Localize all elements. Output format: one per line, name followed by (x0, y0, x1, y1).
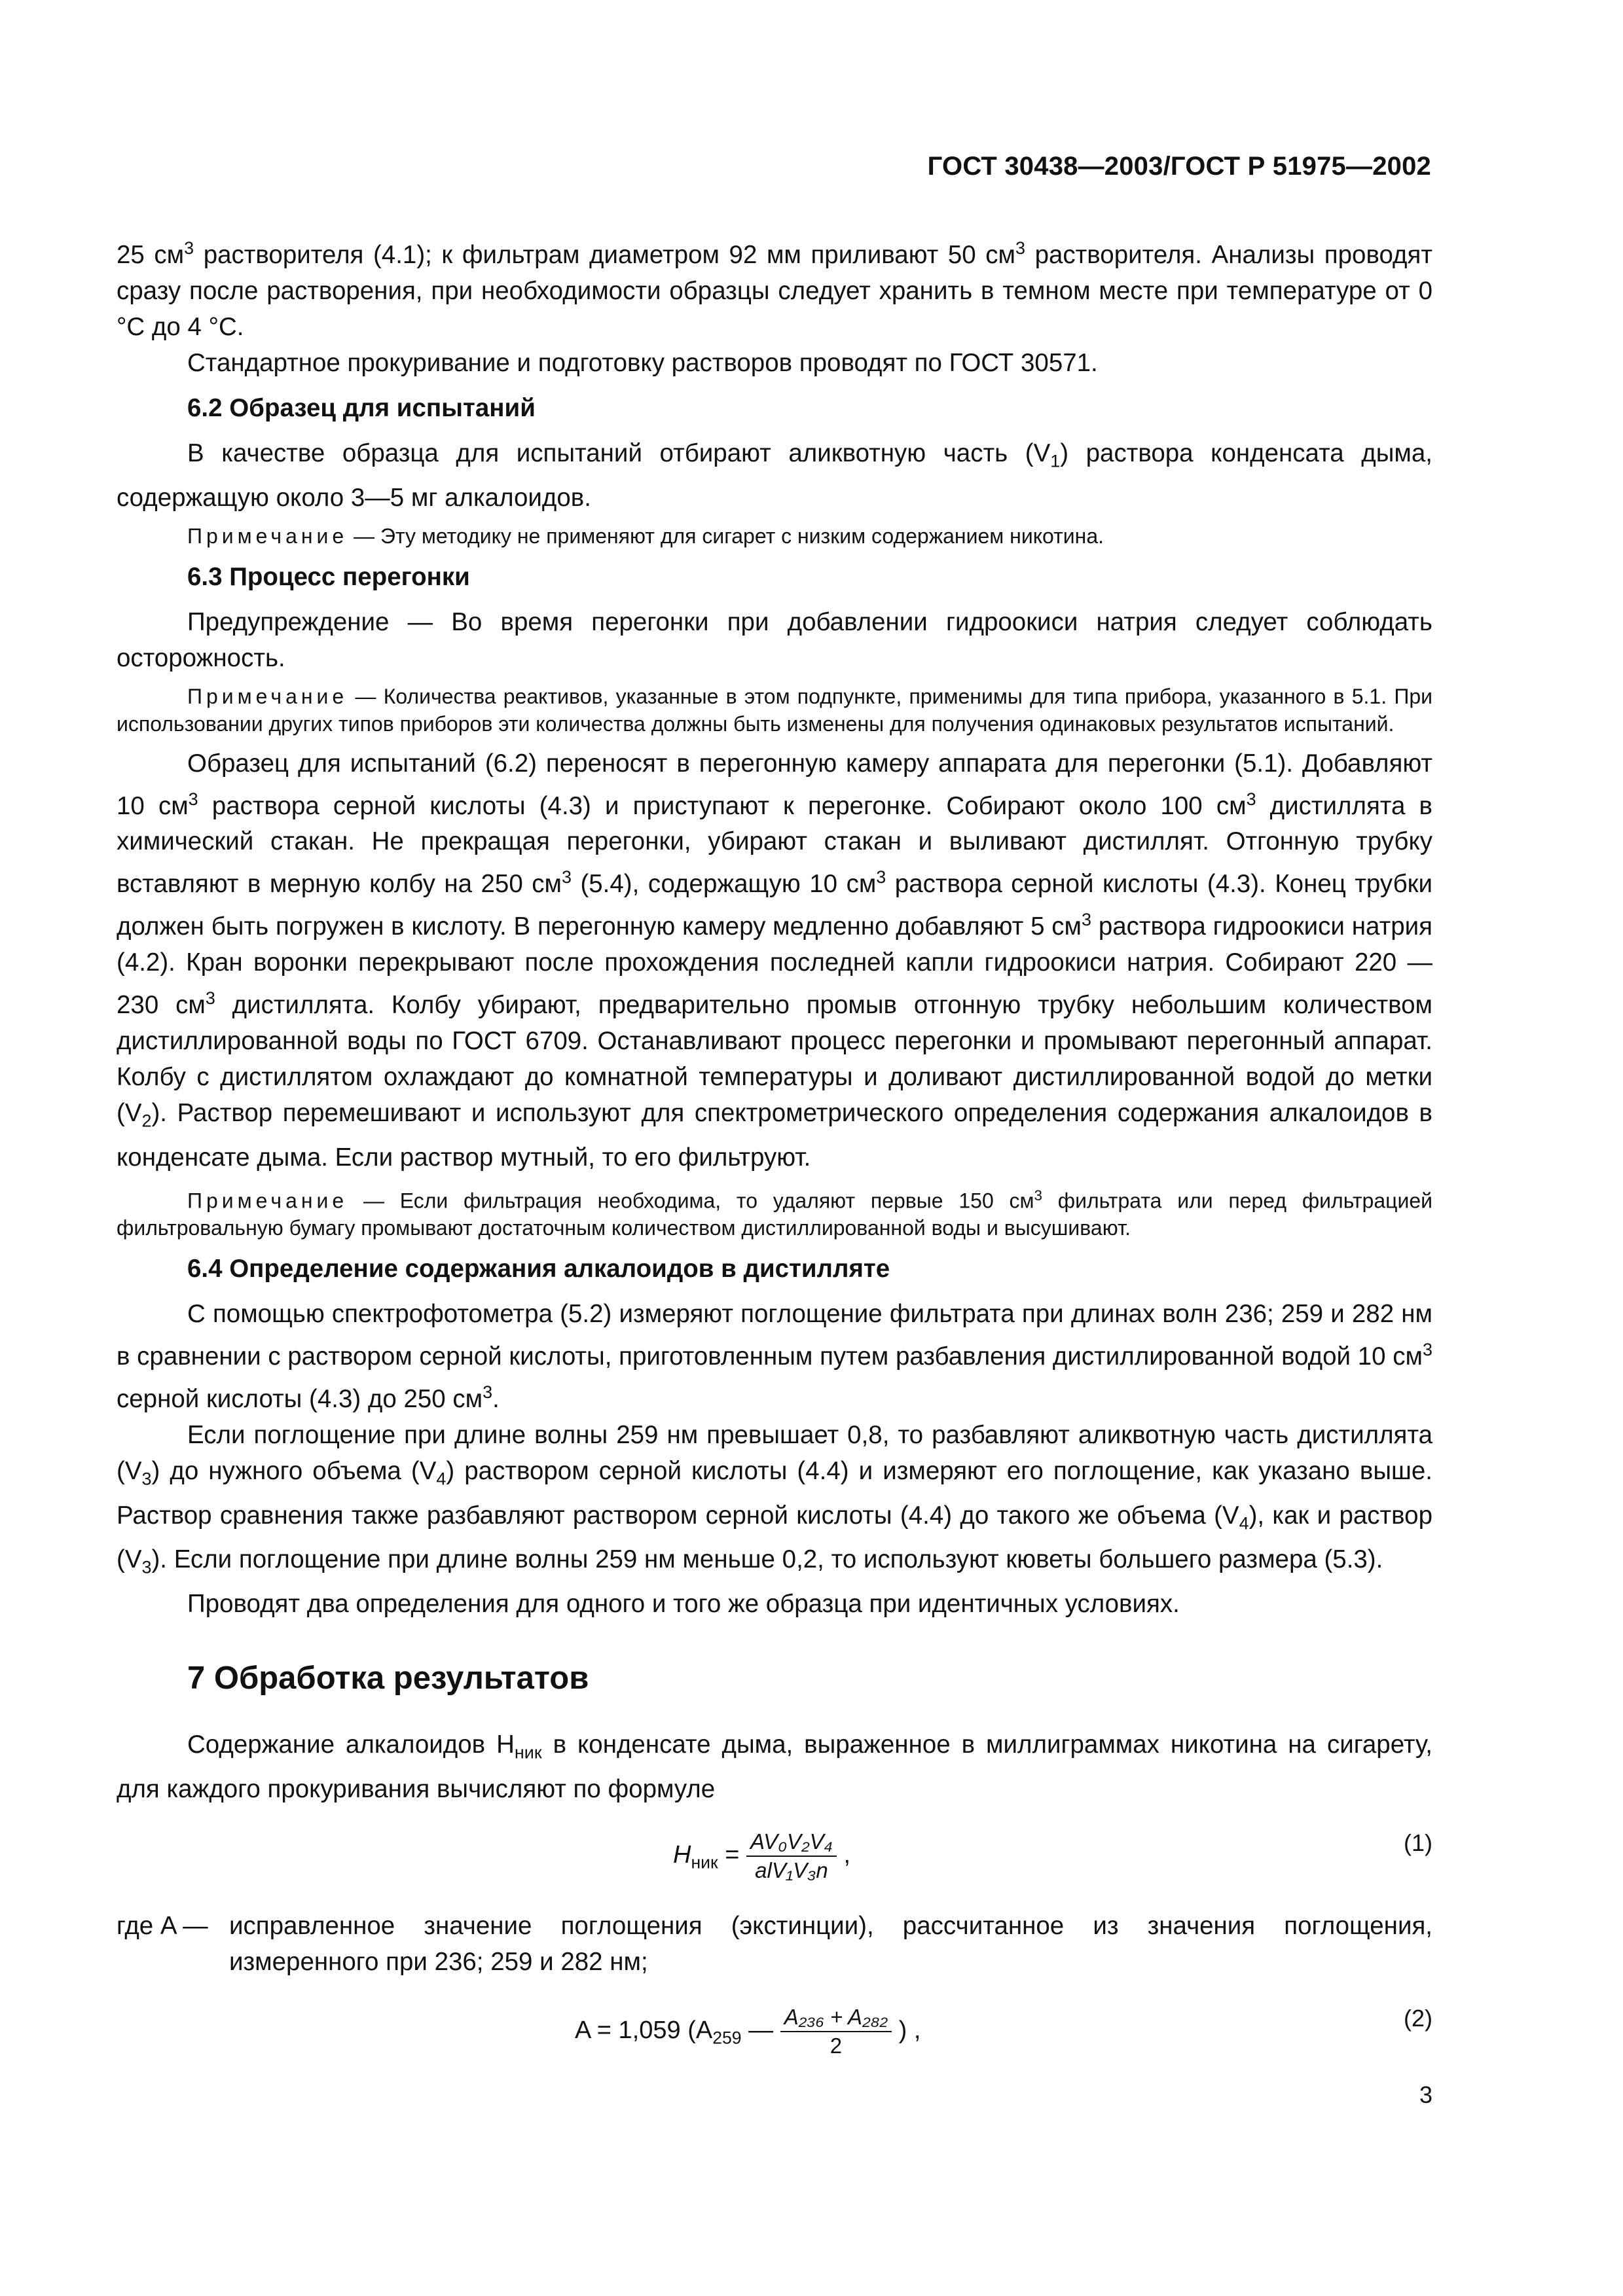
section-6-3-heading: 6.3 Процесс перегонки (187, 562, 470, 591)
formula-2: A = 1,059 ($A_{259}$ — $\frac{\text{A₂₃₆ + A₂₈₂}}{2}$ ) , (2) (575, 2004, 1432, 2058)
section-6-4-heading: 6.4 Определение содержания алкалоидов в дистилляте (187, 1255, 890, 1283)
section-6-2-heading: 6.2 Образец для испытаний (187, 393, 536, 422)
formula-1-number: (1) (1404, 1829, 1432, 1856)
section-6-4-para-3: Проводят два определения для одного и того же образца при идентичных условиях. (187, 1589, 1180, 1618)
section-6-3-warning: Предупреждение — Во время перегонки при добавлении гидроокиси натрия следует соблюдать осторожность. (117, 607, 1432, 672)
formula-2-fraction: $\frac{\text{A₂₃₆ + A₂₈₂}}{2}$ (780, 2005, 892, 2058)
paragraph-standard-smoking: Стандартное прокуривание и подготовку растворов проводят по ГОСТ 30571. (187, 348, 1098, 377)
formula-2-number: (2) (1404, 2004, 1432, 2032)
where-text: исправленное значение поглощения (экстинции), рассчитанное из значения поглощения, измеренного при 236; 259 и 282 нм; (229, 1911, 1432, 1976)
document-body (117, 230, 1432, 2078)
paragraph-solvent: 25 $см^3$ растворителя (4.1); к фильтрам диаметром 92 мм приливают 50 $см^3$ растворителя. Анализы проводят сразу после растворения, при необходимости образцы следует хранить в темном месте при температуре от 0 °C до 4 °C. (117, 238, 1432, 341)
section-6-4-para-1: С помощью спектрофотометра (5.2) измеряют поглощение фильтрата при длинах волн 236; 259 и 282 нм в сравнении с раствором серной кислоты, приготовленным путем разбавления дистиллированной водой 10 $см^3$ серной кислоты (4.3) до 250 $см^3$. (117, 1300, 1432, 1413)
document-header: ГОСТ 30438—2003/ГОСТ Р 51975—2002 (927, 152, 1431, 181)
formula-1: $H_{ник}$ = $\frac{\text{AV₀V₂V₄}}{\text{alV₁V₃n}}$ , (1) (673, 1829, 1432, 1882)
formula-1-fraction: $\frac{\text{AV₀V₂V₄}}{\text{alV₁V₃n}}$ (746, 1829, 837, 1883)
section-7-intro: Содержание алкалоидов $H_{ник}$ в конденсате дыма, выраженное в миллиграммах никотина на сигарету, для каждого прокуривания вычисляют по формуле (117, 1730, 1433, 1803)
section-6-2-text: В качестве образца для испытаний отбирают аликвотную часть $(V_1)$ раствора конденсата дыма, содержащую около 3—5 мг алкалоидов. (117, 439, 1432, 512)
where-definition (117, 1908, 1432, 1980)
section-7-heading: 7 Обработка результатов (187, 1660, 589, 1696)
section-6-3-note-2: Примечание — Если фильтрация необходима, то удаляют первые 150 $см^3$ фильтрата или перед фильтрацией фильтровальную бумагу промывают достаточным количеством дистиллированной воды и высушивают. (117, 1187, 1433, 1240)
section-6-3-note-1: Примечание — Количества реактивов, указанные в этом подпункте, применимы для типа прибора, указанного в 5.1. При использовании других типов приборов эти количества должны быть изменены для получения одинаковых результатов испытаний. (117, 684, 1432, 736)
where-term: где A — (117, 1911, 208, 1940)
section-6-3-procedure: Образец для испытаний (6.2) переносят в перегонную камеру аппарата для перегонки (5.1). Добавляют 10 $см^3$ раствора серной кислоты (4.3) и приступают к перегонке. Собирают около 100 $см^3$ дистиллята в химический стакан. Не прекращая перегонки, убирают стакан и выливают дистиллят. Отгонную трубку вставляют в мерную колбу на 250 $см^3$ (5.4), содержащую 10 $см^3$ раствора серной кислоты (4.3). Конец трубки должен быть погружен в кислоту. В перегонную камеру медленно добавляют 5 $см^3$ раствора гидроокиси натрия (4.2). Кран воронки перекрывают после прохождения последней капли гидроокиси натрия. Собирают 220 — 230 $см^3$ дистиллята. Колбу убирают, предварительно промыв отгонную трубку небольшим количеством дистиллированной воды по ГОСТ 6709. Останавливают процесс перегонки и промывают перегонный аппарат. Колбу с дистиллятом охлаждают до комнатной температуры и доливают дистиллированной водой до метки $(V_2)$. Раствор перемешивают и используют для спектрометрического определения содержания алкалоидов в конденсате дыма. Если раствор мутный, то его фильтруют. (117, 749, 1433, 1172)
page-number: 3 (1419, 2081, 1432, 2108)
section-6-4-para-2: Если поглощение при длине волны 259 нм превышает 0,8, то разбавляют аликвотную часть дистиллята $(V_3)$ до нужного объема $(V_4)$ раствором серной кислоты (4.4) и измеряют его поглощение, как указано выше. Раствор сравнения также разбавляют раствором серной кислоты (4.4) до такого же объема $(V_4)$, как и раствор $(V_3)$. Если поглощение при длине волны 259 нм меньше 0,2, то используют кюветы большего размера (5.3). (117, 1420, 1432, 1577)
section-6-2-note: Примечание — Эту методику не применяют для сигарет с низким содержанием никотина. (187, 524, 1104, 548)
